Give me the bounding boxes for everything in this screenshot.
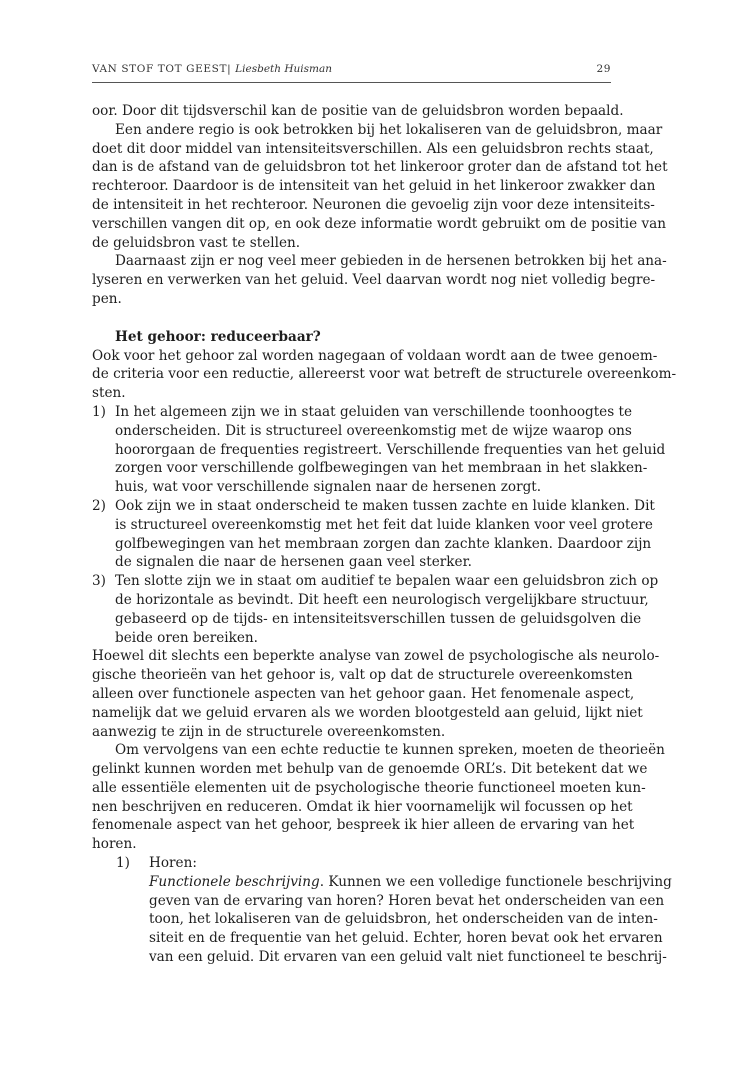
list-item-line: hoororgaan de frequenties registreert. Verschillende frequenties van het geluid xyxy=(115,441,666,458)
sub-list-item-line: Functionele beschrijving. Kunnen we een volledige functionele beschrijving xyxy=(149,873,672,890)
list-marker: 1) xyxy=(92,403,106,420)
text-line: gelinkt kunnen worden met behulp van de genoemde ORL’s. Dit betekent dat we xyxy=(92,761,648,778)
running-head-title: VAN STOF TOT GEEST| Liesbeth Huisman xyxy=(92,63,333,75)
list-item-line: 1) In het algemeen zijn we in staat geluiden van verschillende toonhoogtes te xyxy=(92,403,633,420)
list-item-line: de horizontale as bevindt. Dit heeft een neurologisch vergelijkbare structuur, xyxy=(115,591,649,608)
text-line: gische theorieën van het gehoor is, valt op dat de structurele overeenkomsten xyxy=(92,667,633,684)
text-line: verschillen vangen dit op, en ook deze informatie wordt gebruikt om de positie van xyxy=(92,215,667,232)
text-line: nen beschrijven en reduceren. Omdat ik hier voornamelijk wil focussen op het xyxy=(92,798,633,815)
text-line: de criteria voor een reductie, allereerst voor wat betreft de structurele overeenkom- xyxy=(92,366,677,383)
running-head-author: Liesbeth Huisman xyxy=(235,63,333,75)
text-line: alleen over functionele aspecten van het gehoor gaan. Het fenomenale aspect, xyxy=(92,685,635,702)
italic-term: Functionele beschrijving xyxy=(149,873,320,890)
text-line: dan is de afstand van de geluidsbron tot het linkeroor groter dan de afstand tot het xyxy=(92,159,668,176)
text-line: rechteroor. Daardoor is de intensiteit van het geluid in het linkeroor zwakker dan xyxy=(92,178,656,195)
text-line: pen. xyxy=(92,290,122,307)
text-line: doet dit door middel van intensiteitsverschillen. Als een geluidsbron rechts staat, xyxy=(92,140,654,157)
text-line: horen. xyxy=(92,836,137,853)
list-marker: 2) xyxy=(92,497,106,514)
header-rule xyxy=(92,82,611,83)
text-line: de intensiteit in het rechteroor. Neuronen die gevoelig zijn voor deze intensiteits- xyxy=(92,196,655,213)
text-line: Ook voor het gehoor zal worden nagegaan of voldaan wordt aan de twee genoem- xyxy=(92,347,658,364)
text-line: sten. xyxy=(92,385,126,402)
text-line: aanwezig te zijn in de structurele overeenkomsten. xyxy=(92,723,446,740)
list-item-line: golfbewegingen van het membraan zorgen dan zachte klanken. Daardoor zijn xyxy=(115,535,652,552)
text-line: namelijk dat we geluid ervaren als we worden blootgesteld aan geluid, lijkt niet xyxy=(92,704,643,721)
list-item-line: beide oren bereiken. xyxy=(115,629,258,646)
text-line: Een andere regio is ook betrokken bij het lokaliseren van de geluidsbron, maar xyxy=(115,121,663,138)
sub-list-item-line: geven van de ervaring van horen? Horen bevat het onderscheiden van een xyxy=(149,892,665,909)
text-line: de geluidsbron vast te stellen. xyxy=(92,234,301,251)
text-line: alle essentiële elementen uit de psychologische theorie functioneel moeten kun- xyxy=(92,779,646,796)
text-line: Om vervolgens van een echte reductie te kunnen spreken, moeten de theorieën xyxy=(115,742,665,759)
list-item-line: huis, wat voor verschillende signalen naar de hersenen zorgt. xyxy=(115,479,542,496)
list-item-line: gebaseerd op de tijds- en intensiteitsverschillen tussen de geluidsgolven die xyxy=(115,610,642,627)
running-head xyxy=(92,63,611,79)
section-heading: Het gehoor: reduceerbaar? xyxy=(115,328,321,345)
text-line: oor. Door dit tijdsverschil kan de positie van de geluidsbron worden bepaald. xyxy=(92,103,624,119)
page-body xyxy=(92,102,677,967)
sub-list-item-line: siteit en de frequentie van het geluid. Echter, horen bevat ook het ervaren xyxy=(149,930,663,947)
list-item-line: 3) Ten slotte zijn we in staat om auditief te bepalen waar een geluidsbron zich op xyxy=(92,573,659,590)
section-gap xyxy=(92,309,611,328)
list-item-line: zorgen voor verschillende golfbewegingen van het membraan in het slakken- xyxy=(115,460,648,477)
list-item-line: 2) Ook zijn we in staat onderscheid te maken tussen zachte en luide klanken. Dit xyxy=(92,497,655,514)
list-marker: 1) xyxy=(116,855,130,872)
sub-list-item-line: 1) Horen: xyxy=(116,855,197,872)
text-line: lyseren en verwerken van het geluid. Veel daarvan wordt nog niet volledig begre- xyxy=(92,272,656,289)
list-item-line: onderscheiden. Dit is structureel overeenkomstig met de wijze waarop ons xyxy=(115,422,632,439)
list-item-line: is structureel overeenkomstig met het feit dat luide klanken voor veel grotere xyxy=(115,516,653,533)
list-marker: 3) xyxy=(92,573,106,590)
sub-list-item-line: toon, het lokaliseren van de geluidsbron, het onderscheiden van de inten- xyxy=(149,911,658,928)
list-item-line: de signalen die naar de hersenen gaan veel sterker. xyxy=(115,554,472,571)
sub-list-item-line: van een geluid. Dit ervaren van een geluid valt niet functioneel te beschrij- xyxy=(149,949,667,966)
page-number: 29 xyxy=(596,63,611,75)
text-line: fenomenale aspect van het gehoor, bespreek ik hier alleen de ervaring van het xyxy=(92,817,635,834)
text-line: Hoewel dit slechts een beperkte analyse van zowel de psychologische als neurolo- xyxy=(92,648,660,665)
text-line: Daarnaast zijn er nog veel meer gebieden in de hersenen betrokken bij het ana- xyxy=(115,253,667,270)
